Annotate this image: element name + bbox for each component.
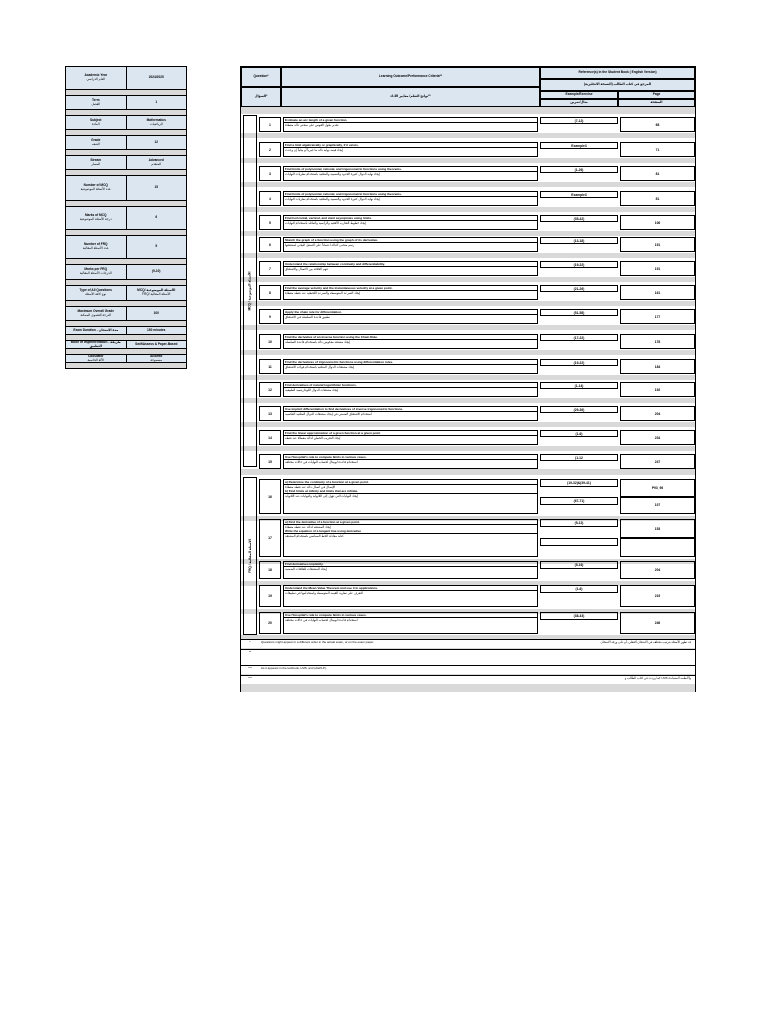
row-gap xyxy=(241,446,695,451)
outcome-en: Find the linear approximation of a given function at a given point xyxy=(284,431,537,436)
example-reference: (19-22) xyxy=(540,261,618,268)
outcome-ar: إيجاد نهاية الدوال كثيرة الحدود والنسبية والمثلثية باستخدام نظريات النهايات xyxy=(285,197,380,202)
footnote-text: As it appears in the textbook, LMS, and (Alef/LP). xyxy=(261,666,327,670)
question-number: 12 xyxy=(259,382,281,397)
panel-key-en: Exam Duration - مدة الامتحان xyxy=(73,327,119,332)
learning-outcome xyxy=(283,117,538,132)
outcome-en: Use l'Hospital's rule to compute limits in various cases. xyxy=(284,455,537,460)
panel-value-text: 2024/2025 xyxy=(148,75,164,80)
row-gap xyxy=(241,182,695,187)
outcome-en: Understand the Mean Value Theorem and use it in applications. xyxy=(284,586,537,591)
header-page xyxy=(618,91,695,99)
header-outcome-en: Learning Outcome/Performance Criteria** xyxy=(378,74,443,79)
row-gap xyxy=(241,231,695,236)
header-example-en: Example/Exercise xyxy=(565,92,593,97)
outcome-ar: رسم منحنى الدالة اعتماداً على التمثيل البياني لمشتقتها xyxy=(285,243,355,248)
page-reference: 153 xyxy=(620,519,695,538)
header-question-ar-en: السؤال* xyxy=(254,94,268,99)
panel-value xyxy=(127,116,187,129)
outcome-ar: استخدام الاشتقاق الضمني في إيجاد مشتقات الدوال المثلثية العكسية xyxy=(285,412,372,417)
panel-key xyxy=(66,307,127,320)
question-number: 3 xyxy=(259,166,281,181)
header-reference-ar xyxy=(540,79,695,91)
learning-outcome xyxy=(283,382,538,397)
page-reference: 107 xyxy=(620,497,695,515)
row-gap xyxy=(241,422,695,427)
page-reference: 184 xyxy=(620,359,695,374)
panel-key-ar: درجة الأسئلة الموضوعية xyxy=(79,217,112,221)
panel-value xyxy=(127,176,187,200)
question-number: 19 xyxy=(259,585,281,607)
example-reference: (5-12) xyxy=(540,519,618,527)
example-reference: (21-26) xyxy=(540,285,618,292)
panel-key xyxy=(66,156,127,169)
example-reference: (51-58) xyxy=(540,309,618,316)
learning-outcome xyxy=(283,285,538,300)
panel-key xyxy=(66,136,127,149)
panel-key-ar: المسار xyxy=(91,161,101,166)
row-gap xyxy=(241,253,695,258)
outcome-en: Sketch the graph of a function using the graph of its derivative. xyxy=(284,238,537,243)
panel-key xyxy=(66,327,127,334)
panel-value xyxy=(127,327,187,334)
footnote-text-ar: كما وردت في كتاب الطالب و LMS والأنظمة المساندة xyxy=(624,676,691,680)
panel-key-ar: عدد الأسئلة الموضوعية xyxy=(80,187,111,191)
row-gap xyxy=(241,277,695,282)
panel-key-ar: الدرجات الأسئلة المقالية xyxy=(79,271,112,275)
panel-key xyxy=(66,207,127,229)
section-frq xyxy=(243,477,257,635)
example-reference: Example3 xyxy=(540,142,618,149)
panel-key-ar: الآلة الحاسبة xyxy=(87,357,104,362)
question-number: 6 xyxy=(259,237,281,252)
example-reference: (1-6) xyxy=(540,430,618,437)
learning-outcome xyxy=(283,237,538,252)
outcome-en: Find horizontal, vertical, and slant asymptotes using limits. xyxy=(284,216,537,221)
page-reference: 151 xyxy=(620,237,695,252)
panel-row xyxy=(65,156,187,170)
learning-outcome xyxy=(283,191,538,206)
panel-key-en: Number of MCQ xyxy=(83,183,108,188)
outcome-en: Find limits of polynomial, rational, and trigonometric functions using theorems. xyxy=(284,167,537,172)
learning-outcome xyxy=(283,261,538,276)
question-number: 14 xyxy=(259,430,281,445)
learning-outcome xyxy=(283,430,538,445)
panel-key-ar: الدرجة القصوى الممكنة xyxy=(80,312,112,317)
example-reference: (19-22) xyxy=(540,359,618,366)
header-outcome xyxy=(281,67,540,87)
page-reference: 161 xyxy=(620,285,695,300)
header-example-ar xyxy=(540,99,618,107)
example-reference: (17-22) xyxy=(540,334,618,341)
outcome-en: a) Determine the continuity of a function at a given point. xyxy=(284,480,537,485)
example-reference: (29-36) xyxy=(540,406,618,413)
panel-row xyxy=(65,176,187,201)
outcome-en: Find the derivative of an inverse function using the Chain Rule. xyxy=(284,335,537,340)
panel-value-text: 1 xyxy=(155,99,158,104)
panel-row xyxy=(65,116,187,130)
page-reference: 178 xyxy=(620,334,695,349)
exam-structure-table xyxy=(240,66,696,692)
outcome-en: Apply the chain rule for differentiation. xyxy=(284,310,537,315)
example-reference: (13-18) xyxy=(540,237,618,244)
panel-key-en: Marks of MCQ xyxy=(85,213,107,218)
panel-key xyxy=(66,67,127,89)
header-question-ar xyxy=(241,87,281,107)
outcome-ar: إيجاد خطوط التقارب الأفقية والرأسية والمائلة باستخدام النهايات xyxy=(285,221,367,226)
outcome-ar: إيجاد نهاية الدوال كثيرة الحدود والنسبية والمثلثية باستخدام نظريات النهايات xyxy=(285,172,380,177)
outcome-ar: إيجاد التقريب الخطي لدالة معطاة عند نقطة xyxy=(285,436,341,441)
question-number: 4 xyxy=(259,191,281,206)
header-outcome-ar-en: نواتج التعلم/ معايير الأداء** xyxy=(390,94,431,99)
learning-outcome xyxy=(283,142,538,157)
panel-key xyxy=(66,265,127,279)
page-reference: 68 xyxy=(620,117,695,132)
outcome-ar: استخدام قاعدة لوبيتال لحساب النهايات في حالات مختلفة xyxy=(285,460,358,465)
section-mcq xyxy=(243,115,257,467)
outcome-ar: تقدير طول القوس على منحنى دالة معطاة xyxy=(285,123,339,128)
header-question xyxy=(241,67,281,87)
question-number: 18 xyxy=(259,561,281,579)
panel-value-text: MCQ/ الأسئلة الموضوعية xyxy=(137,288,176,293)
panel-key-en: Marks per FRQ xyxy=(84,267,108,272)
section-mcq-label: MCQ / الأسئلة الموضوعية xyxy=(248,271,252,311)
panel-value-text: (9-10) xyxy=(151,269,161,274)
panel-key-ar: نوع كافة الأسئلة xyxy=(85,292,107,296)
outcome-ar: إيجاد النهايات التي تؤول إلى اللانهاية والنهايات عند اللانهاية xyxy=(285,494,359,499)
outcome-ar: إيجاد قيمة نهاية دالة ما جبرياً أو بيانياً إن وجدت xyxy=(285,148,344,153)
panel-key-ar: المادة xyxy=(91,121,100,126)
outcome-ar: استخدام قاعدة لوبيتال لحساب النهايات في حالات مختلفة xyxy=(285,618,358,623)
learning-outcome xyxy=(283,454,538,469)
row-gap xyxy=(241,350,695,355)
row-gap xyxy=(241,301,695,306)
outcome-ar: الإتصال في اتصال دالة عند نقطة معطاة xyxy=(285,485,336,490)
outcome-en: Find derivatives implicitly. xyxy=(284,562,537,567)
question-number: 8 xyxy=(259,285,281,300)
header-outcome-ar xyxy=(281,87,540,107)
learning-outcome xyxy=(283,479,538,514)
outcome-en: Find limits of polynomial, rational, and trigonometric functions using theorems. xyxy=(284,192,537,197)
row-gap xyxy=(241,133,695,138)
outcome-en: Use implicit differentiation to find derivatives of inverse trigonometric functions. xyxy=(284,407,537,412)
panel-value xyxy=(127,96,187,109)
example-reference xyxy=(540,538,618,546)
panel-row xyxy=(65,307,187,321)
question-number: 15 xyxy=(259,454,281,469)
panel-key-en: Stream xyxy=(90,157,102,162)
question-number: 9 xyxy=(259,309,281,324)
header-example-ar-en: مثال/تمرين xyxy=(570,100,588,105)
header-gap xyxy=(241,107,695,114)
section-gap xyxy=(241,469,695,475)
panel-row xyxy=(65,236,187,259)
page-reference: 81 xyxy=(620,191,695,206)
panel-row xyxy=(65,355,187,363)
panel-key xyxy=(66,341,127,348)
question-number: 1 xyxy=(259,117,281,132)
row-gap xyxy=(241,325,695,330)
outcome-en: Estimate an arc length of a given function. xyxy=(284,118,537,123)
footnote-row xyxy=(241,649,695,659)
outcome-ar: تطبيق قاعدة السلسلة في الاشتقاق xyxy=(285,315,330,320)
panel-value xyxy=(127,341,187,348)
learning-outcome xyxy=(283,309,538,324)
example-reference: (19-32)&(39-41) xyxy=(540,479,618,487)
header-reference xyxy=(540,67,695,79)
header-reference-en: Reference(s) in the Student Book ( English Version) xyxy=(578,70,657,75)
learning-outcome xyxy=(283,406,538,421)
header-page-ar-en: الصفحة xyxy=(650,100,663,105)
panel-key-en: Grade xyxy=(91,137,101,142)
panel-value-ar: المتقدم xyxy=(151,161,162,166)
learning-outcome xyxy=(283,612,538,634)
footnote-text: Questions might appear in a different order in the actual exam, or on the exam paper. xyxy=(261,640,375,644)
page-reference: 234 xyxy=(620,430,695,445)
panel-value-text: 5 xyxy=(155,244,158,249)
page-reference: P93_96 xyxy=(620,479,695,497)
panel-value-text: Mathematics xyxy=(146,117,166,122)
header-question-en: Question* xyxy=(253,74,269,79)
panel-value-text: Advanced xyxy=(148,157,164,162)
panel-key xyxy=(66,96,127,109)
panel-row xyxy=(65,327,187,335)
page-reference: 151 xyxy=(620,261,695,276)
panel-key-en: Type of All Questions xyxy=(79,288,112,293)
panel-key-en: Number of FRQ xyxy=(83,242,108,247)
panel-value-ar: مسموحة xyxy=(150,357,163,362)
panel-value xyxy=(127,355,187,362)
panel-key xyxy=(66,176,127,200)
panel-value xyxy=(127,265,187,279)
example-reference: (1-12 xyxy=(540,454,618,461)
panel-row xyxy=(65,207,187,230)
outcome-ar: إيجاد مشتقات الدوال اللوغاريتمية الطبيعية xyxy=(285,388,339,393)
outcome-en: Find derivatives of natural logarithmic functions. xyxy=(284,383,537,388)
panel-value-text: 6 xyxy=(155,215,158,220)
outcome-ar: التعرف على نظرية القيمة المتوسطة واستخدامها في تطبيقات xyxy=(285,591,364,596)
header-page-en: Page xyxy=(652,92,661,97)
learning-outcome xyxy=(283,334,538,349)
question-number: 16 xyxy=(259,479,281,514)
question-number: 5 xyxy=(259,215,281,230)
row-gap xyxy=(241,158,695,163)
header-page-ar xyxy=(618,99,695,107)
panel-row xyxy=(65,136,187,150)
panel-key-en: Subject xyxy=(89,117,102,122)
example-reference: Example3 xyxy=(540,191,618,198)
panel-key-ar: العام الدراسي xyxy=(86,77,105,81)
example-reference: (38-43) xyxy=(540,612,618,620)
outcome-ar: إيجاد مشتقات الدوال المثلثية باستخدام قواعد الاشتقاق xyxy=(285,365,355,370)
panel-key-ar: الصف xyxy=(91,141,100,146)
question-number: 17 xyxy=(259,519,281,557)
learning-outcome xyxy=(283,359,538,374)
panel-value xyxy=(127,156,187,169)
outcome-en: Write the equation of a tangent line using derivative xyxy=(284,529,537,534)
outcome-ar: كتابة معادلة الخط المماسي باستخدام المشتقة xyxy=(285,534,344,539)
question-number: 13 xyxy=(259,406,281,421)
example-reference: (5-16) xyxy=(540,561,618,569)
page-reference: 192 xyxy=(620,382,695,397)
learning-outcome xyxy=(283,585,538,607)
footnote-symbol: ** xyxy=(248,650,252,654)
outcome-en: Find the derivatives of trigonometric functions using differentiation rules. xyxy=(284,360,537,365)
outcome-en: Use l'Hospital's rule to compute limits in various cases. xyxy=(284,613,537,618)
example-reference: (7-12) xyxy=(540,117,618,124)
header-reference-ar-en: المرجع في كتاب الطالب (النسخة الانجليزية) xyxy=(583,82,652,87)
panel-key-en: Calculator xyxy=(87,353,104,358)
panel-key-en: Mode of Implementation - طريقة التطبيق xyxy=(70,339,121,348)
panel-value xyxy=(127,67,187,89)
table-bottom xyxy=(241,684,695,692)
outcome-en: b) Find limits at infinity and limits that are infinite. xyxy=(284,489,537,494)
page-reference: 71 xyxy=(620,142,695,157)
question-number: 7 xyxy=(259,261,281,276)
panel-row xyxy=(65,265,187,280)
outcome-en: Find the average velocity and the instantaneous velocity at a given point. xyxy=(284,286,537,291)
panel-key xyxy=(66,116,127,129)
panel-row xyxy=(65,96,187,110)
panel-value-text: 100 xyxy=(153,310,159,315)
page-reference: 219 xyxy=(620,585,695,607)
panel-key xyxy=(66,286,127,300)
outcome-en: Find a limit algebraically or graphically, if it exists. xyxy=(284,143,537,148)
learning-outcome xyxy=(283,519,538,557)
question-number: 2 xyxy=(259,142,281,157)
page-reference: 247 xyxy=(620,454,695,469)
footnote-symbol: *** xyxy=(248,666,252,670)
question-number: 11 xyxy=(259,359,281,374)
page-reference: 204 xyxy=(620,406,695,421)
footnote-symbol: * xyxy=(249,640,251,644)
panel-value-text: 15 xyxy=(154,185,159,190)
header-example xyxy=(540,91,618,99)
page-reference xyxy=(620,538,695,557)
example-reference: (35-42) xyxy=(540,215,618,222)
panel-gap xyxy=(65,363,187,369)
panel-key-ar: الفصل xyxy=(91,101,101,106)
panel-value xyxy=(127,286,187,300)
row-gap xyxy=(241,398,695,403)
learning-outcome xyxy=(283,561,538,579)
exam-info-panel xyxy=(65,66,187,369)
panel-value xyxy=(127,207,187,229)
example-reference: (1-14) xyxy=(540,382,618,389)
example-reference: (67-71) xyxy=(540,497,618,505)
page-reference: 106 xyxy=(620,215,695,230)
outcome-ar: إيجاد مشتقة معكوس دالة باستخدام قاعدة السلسلة xyxy=(285,340,351,345)
learning-outcome xyxy=(283,215,538,230)
panel-value-ar: الرياضيات xyxy=(149,121,163,126)
row-gap xyxy=(241,207,695,212)
panel-value xyxy=(127,307,187,320)
panel-key-en: Term xyxy=(91,97,100,102)
outcome-ar: إيجاد السرعة المتوسطة والسرعة اللحظية عند نقطة معطاة xyxy=(285,291,361,296)
panel-value-text: 12 xyxy=(154,139,159,144)
page-reference: 81 xyxy=(620,166,695,181)
outcome-ar: إيجاد المشتقة لدالة عند نقطة معطاة xyxy=(285,525,332,530)
panel-key xyxy=(66,236,127,258)
panel-value-ar: FRQ/ الأسئلة المقالية xyxy=(142,292,171,296)
panel-value-text: SwiftAssess & Paper-Based xyxy=(135,341,178,346)
page-reference: 177 xyxy=(620,309,695,324)
panel-row xyxy=(65,341,187,349)
row-gap xyxy=(241,375,695,380)
page-reference: 204 xyxy=(620,561,695,579)
panel-key-en: Maximum Overall Grade xyxy=(77,308,114,313)
section-frq-label: FRQ / الأسئلة المقالية xyxy=(248,539,253,573)
outcome-ar: إيجاد المشتقات للعلاقات الضمنية xyxy=(285,567,327,572)
learning-outcome xyxy=(283,166,538,181)
panel-value-text: 150 minutes xyxy=(147,327,166,332)
panel-key-ar: عدد الأسئلة المقالية xyxy=(82,246,109,250)
page-reference: 246 xyxy=(620,612,695,634)
question-number: 10 xyxy=(259,334,281,349)
outcome-ar: فهم العلاقة بين الاتصال والاشتقاق xyxy=(285,267,328,272)
example-reference: (1-6) xyxy=(540,585,618,593)
outcome-en: a) Find the derivative of a function at a given point. xyxy=(284,520,537,525)
panel-value xyxy=(127,236,187,258)
panel-value-text: Allowed xyxy=(150,353,163,358)
outcome-en: Understand the relationship between continuity and differentiability. xyxy=(284,262,537,267)
panel-key-en: Academic Year xyxy=(84,73,108,78)
panel-key xyxy=(66,355,127,362)
footnote-text-ar: قد تظهر الأسئلة بترتيب مختلف في الامتحان الفعلي، أو على ورقة الامتحان xyxy=(600,640,691,644)
question-number: 20 xyxy=(259,612,281,634)
panel-row xyxy=(65,66,187,90)
footnote-symbol: *** xyxy=(248,676,252,680)
panel-value xyxy=(127,136,187,149)
panel-row xyxy=(65,286,187,301)
example-reference: (1-26) xyxy=(540,166,618,173)
